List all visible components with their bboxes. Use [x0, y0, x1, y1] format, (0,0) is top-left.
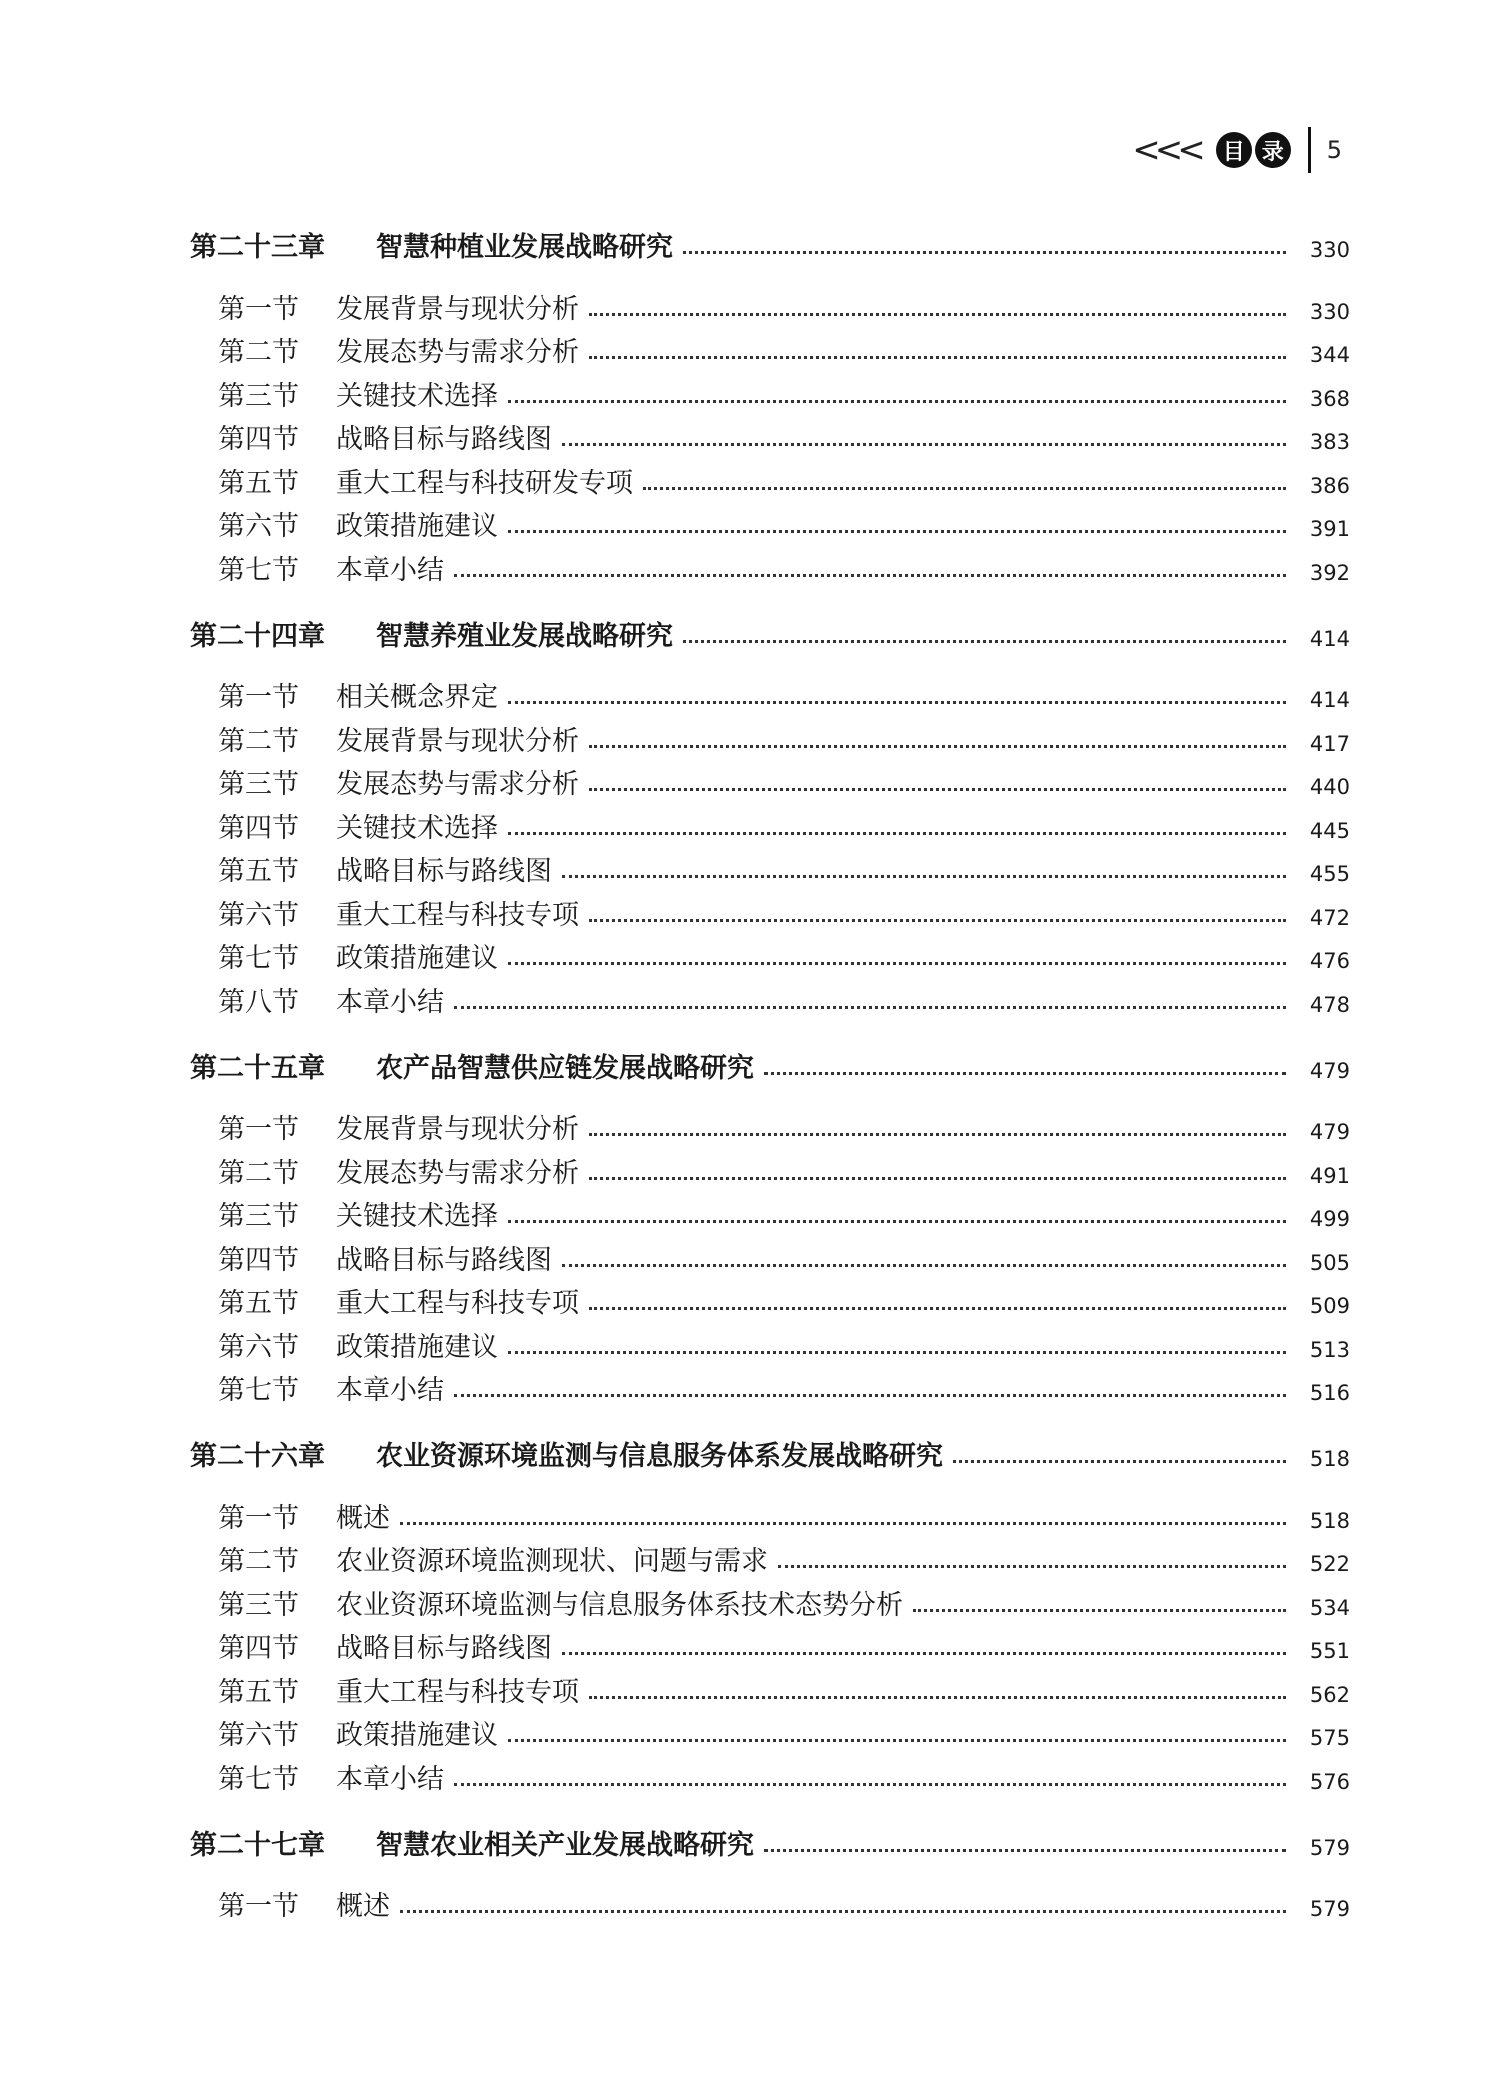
- section-title: 概述: [336, 1502, 390, 1534]
- section-number: 第四节: [218, 1633, 299, 1664]
- toc-section-entry[interactable]: [190, 1233, 1350, 1277]
- section-number: 第五节: [218, 467, 299, 499]
- section-page-number: 445: [1309, 818, 1350, 843]
- dot-leader: [562, 1264, 1286, 1267]
- toc-section-entry[interactable]: [190, 1880, 1350, 1924]
- section-page-number: 391: [1309, 517, 1350, 541]
- section-page-number: 383: [1309, 430, 1350, 454]
- toc-section-entry[interactable]: [190, 369, 1350, 413]
- running-header: [1132, 126, 1342, 174]
- section-title: 政策措施建议: [336, 1720, 498, 1751]
- toc-section-entry[interactable]: [190, 456, 1350, 500]
- chapter-page-number: 518: [1309, 1447, 1350, 1471]
- section-page-number: 579: [1309, 1897, 1350, 1921]
- section-title: 发展态势与需求分析: [336, 337, 579, 368]
- back-arrows: <<<: [1132, 130, 1200, 170]
- dot-leader: [953, 1460, 1286, 1463]
- section-number: 第三节: [218, 380, 299, 412]
- dot-leader: [589, 745, 1286, 748]
- chapter-number: 第二十六章: [190, 1441, 325, 1472]
- header-label-char-1: 目: [1216, 132, 1252, 168]
- section-title: 发展背景与现状分析: [336, 293, 579, 325]
- section-page-number: 476: [1309, 949, 1350, 973]
- section-page-number: 368: [1309, 386, 1350, 411]
- section-page-number: 513: [1309, 1337, 1350, 1362]
- dot-leader: [764, 1849, 1286, 1852]
- section-title: 相关概念界定: [336, 682, 498, 713]
- section-page-number: 551: [1309, 1639, 1350, 1663]
- section-page-number: 414: [1309, 688, 1350, 712]
- table-of-contents: [190, 218, 1350, 1923]
- section-title: 重大工程与科技专项: [336, 1288, 579, 1319]
- section-title: 重大工程与科技专项: [336, 899, 579, 931]
- dot-leader: [562, 875, 1286, 878]
- section-title: 概述: [336, 1891, 390, 1922]
- toc-section-entry[interactable]: [190, 1491, 1350, 1535]
- dot-leader: [589, 788, 1286, 791]
- toc-section-entry[interactable]: [190, 1578, 1350, 1622]
- section-number: 第二节: [218, 337, 299, 368]
- chapter-title: 农产品智慧供应链发展战略研究: [376, 1052, 754, 1084]
- chapter-title: 智慧农业相关产业发展战略研究: [376, 1829, 754, 1861]
- section-title: 发展态势与需求分析: [336, 1157, 579, 1189]
- section-number: 第七节: [218, 1763, 299, 1795]
- section-title: 政策措施建议: [336, 943, 498, 974]
- dot-leader: [508, 1220, 1286, 1223]
- section-page-number: 505: [1309, 1250, 1350, 1275]
- section-number: 第一节: [218, 682, 299, 713]
- section-number: 第四节: [218, 812, 299, 844]
- dot-leader: [764, 1072, 1286, 1075]
- section-title: 发展背景与现状分析: [336, 725, 579, 757]
- section-number: 第八节: [218, 986, 299, 1018]
- section-number: 第四节: [218, 424, 299, 455]
- section-page-number: 534: [1309, 1595, 1350, 1620]
- section-number: 第六节: [218, 899, 299, 931]
- section-number: 第六节: [218, 1720, 299, 1751]
- section-number: 第五节: [218, 856, 299, 887]
- toc-chapter-entry[interactable]: [190, 1039, 1350, 1085]
- chapter-title: 智慧种植业发展战略研究: [376, 232, 673, 263]
- dot-leader: [589, 1696, 1286, 1699]
- section-page-number: 472: [1309, 905, 1350, 930]
- dot-leader: [454, 574, 1286, 577]
- toc-section-entry[interactable]: [190, 543, 1350, 587]
- section-title: 关键技术选择: [336, 1201, 498, 1232]
- chapter-title: 农业资源环境监测与信息服务体系发展战略研究: [376, 1441, 943, 1472]
- chapter-page-number: 479: [1309, 1058, 1350, 1083]
- toc-section-entry[interactable]: [190, 1146, 1350, 1190]
- toc-section-entry[interactable]: [190, 500, 1350, 544]
- section-number: 第五节: [218, 1676, 299, 1708]
- section-page-number: 491: [1309, 1163, 1350, 1188]
- section-number: 第七节: [218, 554, 299, 586]
- header-label-char-2: 录: [1255, 132, 1291, 168]
- section-number: 第二节: [218, 725, 299, 757]
- toc-section-entry[interactable]: [190, 932, 1350, 976]
- section-title: 发展背景与现状分析: [336, 1114, 579, 1145]
- header-divider: [1308, 127, 1311, 173]
- dot-leader: [589, 919, 1286, 922]
- section-title: 战略目标与路线图: [336, 424, 552, 455]
- section-page-number: 386: [1309, 473, 1350, 498]
- chapter-number: 第二十七章: [190, 1829, 325, 1861]
- toc-section-entry[interactable]: [190, 714, 1350, 758]
- section-number: 第六节: [218, 1331, 299, 1363]
- toc-section-entry[interactable]: [190, 671, 1350, 715]
- toc-section-entry[interactable]: [190, 801, 1350, 845]
- section-number: 第七节: [218, 943, 299, 974]
- dot-leader: [589, 1307, 1286, 1310]
- toc-section-entry[interactable]: [190, 1709, 1350, 1753]
- page-number: 5: [1326, 136, 1342, 164]
- toc-section-entry[interactable]: [190, 975, 1350, 1019]
- section-page-number: 575: [1309, 1726, 1350, 1750]
- toc-section-entry[interactable]: [190, 413, 1350, 457]
- toc-section-entry[interactable]: [190, 1622, 1350, 1666]
- section-number: 第一节: [218, 1502, 299, 1534]
- dot-leader: [508, 530, 1286, 533]
- section-page-number: 344: [1309, 343, 1350, 367]
- toc-section-entry[interactable]: [190, 1665, 1350, 1709]
- chapter-page-number: 579: [1309, 1835, 1350, 1860]
- section-title: 战略目标与路线图: [336, 856, 552, 887]
- section-page-number: 478: [1309, 992, 1350, 1017]
- dot-leader: [778, 1565, 1286, 1568]
- toc-section-entry[interactable]: [190, 1535, 1350, 1579]
- toc-chapter-entry[interactable]: [190, 218, 1350, 264]
- section-title: 重大工程与科技研发专项: [336, 467, 633, 499]
- toc-chapter-entry[interactable]: [190, 1816, 1350, 1862]
- chapter-number: 第二十五章: [190, 1052, 325, 1084]
- section-title: 政策措施建议: [336, 1331, 498, 1363]
- section-title: 关键技术选择: [336, 812, 498, 844]
- section-page-number: 479: [1309, 1120, 1350, 1144]
- toc-chapter-entry[interactable]: [190, 607, 1350, 653]
- section-page-number: 499: [1309, 1207, 1350, 1231]
- toc-section-entry[interactable]: [190, 1320, 1350, 1364]
- chapter-page-number: 414: [1309, 626, 1350, 651]
- dot-leader: [508, 400, 1286, 403]
- toc-section-entry[interactable]: [190, 326, 1350, 370]
- dot-leader: [454, 1006, 1286, 1009]
- dot-leader: [400, 1910, 1286, 1913]
- dot-leader: [508, 1351, 1286, 1354]
- dot-leader: [508, 832, 1286, 835]
- dot-leader: [454, 1783, 1286, 1786]
- section-number: 第三节: [218, 1201, 299, 1232]
- section-page-number: 440: [1309, 775, 1350, 799]
- dot-leader: [589, 313, 1286, 316]
- toc-section-entry[interactable]: [190, 888, 1350, 932]
- dot-leader: [400, 1522, 1286, 1525]
- chapter-number: 第二十三章: [190, 232, 325, 263]
- dot-leader: [589, 356, 1286, 359]
- section-page-number: 576: [1309, 1769, 1350, 1794]
- dot-leader: [589, 1133, 1286, 1136]
- section-page-number: 417: [1309, 731, 1350, 756]
- toc-section-entry[interactable]: [190, 1364, 1350, 1408]
- toc-section-entry[interactable]: [190, 1752, 1350, 1796]
- section-number: 第一节: [218, 293, 299, 325]
- section-title: 本章小结: [336, 554, 444, 586]
- chapter-page-number: 330: [1309, 238, 1350, 262]
- section-title: 本章小结: [336, 986, 444, 1018]
- dot-leader: [643, 487, 1286, 490]
- section-number: 第六节: [218, 511, 299, 542]
- chapter-number: 第二十四章: [190, 620, 325, 652]
- section-number: 第二节: [218, 1546, 299, 1577]
- section-page-number: 509: [1309, 1294, 1350, 1318]
- dot-leader: [589, 1177, 1286, 1180]
- chapter-title: 智慧养殖业发展战略研究: [376, 620, 673, 652]
- section-number: 第一节: [218, 1891, 299, 1922]
- section-title: 政策措施建议: [336, 511, 498, 542]
- toc-section-entry[interactable]: [190, 1190, 1350, 1234]
- toc-chapter-entry[interactable]: [190, 1427, 1350, 1473]
- section-number: 第四节: [218, 1244, 299, 1276]
- section-page-number: 455: [1309, 862, 1350, 886]
- section-title: 本章小结: [336, 1763, 444, 1795]
- section-page-number: 392: [1309, 560, 1350, 585]
- dot-leader: [508, 1739, 1286, 1742]
- dot-leader: [562, 1652, 1286, 1655]
- section-number: 第三节: [218, 1589, 299, 1621]
- section-page-number: 518: [1309, 1508, 1350, 1533]
- toc-section-entry[interactable]: [190, 282, 1350, 326]
- section-title: 关键技术选择: [336, 380, 498, 412]
- section-number: 第七节: [218, 1375, 299, 1406]
- section-page-number: 522: [1309, 1552, 1350, 1576]
- section-page-number: 330: [1309, 299, 1350, 324]
- section-title: 农业资源环境监测与信息服务体系技术态势分析: [336, 1589, 903, 1621]
- dot-leader: [508, 701, 1286, 704]
- section-page-number: 516: [1309, 1381, 1350, 1405]
- section-title: 战略目标与路线图: [336, 1244, 552, 1276]
- toc-section-entry[interactable]: [190, 758, 1350, 802]
- toc-section-entry[interactable]: [190, 845, 1350, 889]
- dot-leader: [683, 251, 1286, 254]
- section-title: 重大工程与科技专项: [336, 1676, 579, 1708]
- dot-leader: [508, 962, 1286, 965]
- section-number: 第三节: [218, 769, 299, 800]
- dot-leader: [683, 640, 1286, 643]
- section-number: 第一节: [218, 1114, 299, 1145]
- dot-leader: [454, 1394, 1286, 1397]
- toc-section-entry[interactable]: [190, 1277, 1350, 1321]
- toc-section-entry[interactable]: [190, 1103, 1350, 1147]
- section-number: 第五节: [218, 1288, 299, 1319]
- dot-leader: [562, 443, 1286, 446]
- section-title: 发展态势与需求分析: [336, 769, 579, 800]
- section-page-number: 562: [1309, 1682, 1350, 1707]
- section-title: 农业资源环境监测现状、问题与需求: [336, 1546, 768, 1577]
- section-title: 战略目标与路线图: [336, 1633, 552, 1664]
- dot-leader: [913, 1609, 1286, 1612]
- section-number: 第二节: [218, 1157, 299, 1189]
- section-title: 本章小结: [336, 1375, 444, 1406]
